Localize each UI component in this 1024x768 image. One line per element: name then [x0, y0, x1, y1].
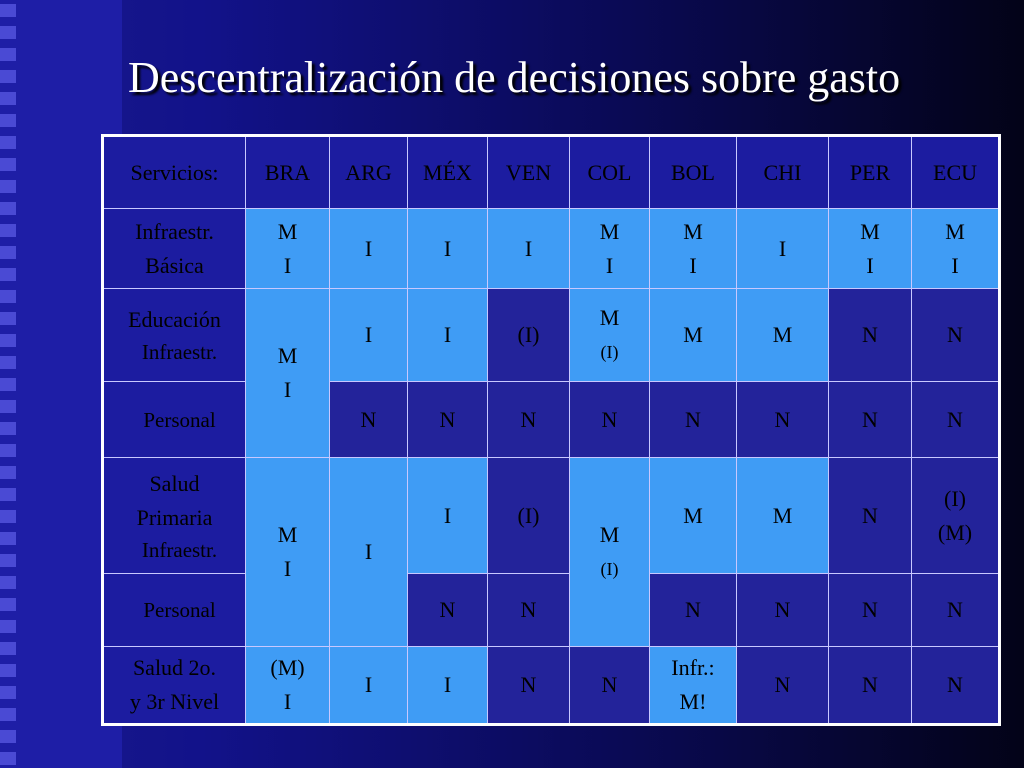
- cell-mex: N: [408, 574, 488, 647]
- cell-bol: M I: [650, 209, 737, 289]
- cell-per: N: [829, 574, 912, 647]
- cell-bra: M I: [246, 458, 330, 647]
- cell-ven: N: [488, 647, 570, 725]
- header-country: VEN: [488, 136, 570, 209]
- decoration-square: [0, 158, 16, 171]
- decoration-square: [0, 466, 16, 479]
- header-country: CHI: [737, 136, 829, 209]
- cell-mex: I: [408, 647, 488, 725]
- decoration-square: [0, 26, 16, 39]
- cell-ven: (I): [488, 458, 570, 574]
- header-country: ARG: [330, 136, 408, 209]
- row-salud-primaria-infraestructura: [103, 458, 1000, 574]
- cell-arg: I: [330, 289, 408, 382]
- decentralization-table: [101, 134, 1001, 726]
- decoration-square: [0, 312, 16, 325]
- row-infraestructura-basica: [103, 209, 1000, 289]
- decoration-square: [0, 686, 16, 699]
- cell-bol: Infr.: M!: [650, 647, 737, 725]
- decoration-square: [0, 92, 16, 105]
- cell-bol: M: [650, 458, 737, 574]
- row-salud-segundo-tercer-nivel: [103, 647, 1000, 725]
- cell-per: N: [829, 289, 912, 382]
- decoration-square: [0, 202, 16, 215]
- row-salud-primaria-personal: [103, 574, 1000, 647]
- cell-ecu: N: [912, 574, 1000, 647]
- row-label-educacion: Educación Infraestr.: [103, 289, 246, 382]
- cell-bra: M I: [246, 289, 330, 458]
- cell-arg: I: [330, 458, 408, 647]
- row-label-educacion-personal: Personal: [103, 382, 246, 458]
- row-label-salud-personal: Personal: [103, 574, 246, 647]
- decoration-square: [0, 730, 16, 743]
- decoration-square: [0, 488, 16, 501]
- row-educacion-personal: [103, 382, 1000, 458]
- cell-per: N: [829, 647, 912, 725]
- decoration-square: [0, 400, 16, 413]
- decoration-square: [0, 268, 16, 281]
- cell-bol: N: [650, 574, 737, 647]
- header-country: BRA: [246, 136, 330, 209]
- decoration-square: [0, 70, 16, 83]
- cell-ecu: N: [912, 647, 1000, 725]
- cell-ecu: M I: [912, 209, 1000, 289]
- decoration-square: [0, 444, 16, 457]
- cell-arg: I: [330, 209, 408, 289]
- cell-chi: M: [737, 289, 829, 382]
- header-country: PER: [829, 136, 912, 209]
- decoration-square: [0, 114, 16, 127]
- decoration-square: [0, 180, 16, 193]
- decoration-square: [0, 290, 16, 303]
- cell-mex: I: [408, 289, 488, 382]
- decoration-square: [0, 334, 16, 347]
- cell-per: N: [829, 382, 912, 458]
- cell-ecu: N: [912, 289, 1000, 382]
- cell-chi: N: [737, 382, 829, 458]
- cell-bra: (M) I: [246, 647, 330, 725]
- cell-chi: M: [737, 458, 829, 574]
- cell-col: M (I): [570, 458, 650, 647]
- cell-per: N: [829, 458, 912, 574]
- cell-ecu: (I) (M): [912, 458, 1000, 574]
- decoration-square: [0, 532, 16, 545]
- cell-ven: N: [488, 574, 570, 647]
- row-educacion-infraestructura: [103, 289, 1000, 382]
- cell-ven: (I): [488, 289, 570, 382]
- cell-per: M I: [829, 209, 912, 289]
- slide-title: Descentralización de decisiones sobre gasto: [128, 53, 901, 102]
- cell-arg: N: [330, 382, 408, 458]
- cell-ven: N: [488, 382, 570, 458]
- cell-arg: I: [330, 647, 408, 725]
- cell-bol: N: [650, 382, 737, 458]
- decoration-square: [0, 48, 16, 61]
- decoration-square: [0, 642, 16, 655]
- cell-mex: I: [408, 458, 488, 574]
- header-servicios: Servicios:: [103, 136, 246, 209]
- row-label-infraestructura: Infraestr. Básica: [103, 209, 246, 289]
- cell-ecu: N: [912, 382, 1000, 458]
- decoration-square: [0, 708, 16, 721]
- cell-col: N: [570, 382, 650, 458]
- decoration-square: [0, 224, 16, 237]
- header-country: ECU: [912, 136, 1000, 209]
- decoration-square: [0, 356, 16, 369]
- decoration-square: [0, 752, 16, 765]
- decoration-square: [0, 246, 16, 259]
- cell-chi: N: [737, 647, 829, 725]
- cell-ven: I: [488, 209, 570, 289]
- decoration-square: [0, 598, 16, 611]
- header-country: COL: [570, 136, 650, 209]
- decoration-square: [0, 136, 16, 149]
- cell-col: N: [570, 647, 650, 725]
- side-decoration-squares: [0, 0, 30, 768]
- cell-chi: I: [737, 209, 829, 289]
- header-country: MÉX: [408, 136, 488, 209]
- decoration-square: [0, 576, 16, 589]
- cell-mex: N: [408, 382, 488, 458]
- cell-bra: M I: [246, 209, 330, 289]
- decoration-square: [0, 554, 16, 567]
- decoration-square: [0, 510, 16, 523]
- cell-bol: M: [650, 289, 737, 382]
- cell-col: M I: [570, 209, 650, 289]
- decoration-square: [0, 4, 16, 17]
- decoration-square: [0, 620, 16, 633]
- cell-mex: I: [408, 209, 488, 289]
- cell-col: M (I): [570, 289, 650, 382]
- header-country: BOL: [650, 136, 737, 209]
- row-label-salud-primaria: Salud Primaria Infraestr.: [103, 458, 246, 574]
- decoration-square: [0, 378, 16, 391]
- cell-chi: N: [737, 574, 829, 647]
- row-label-salud-2o-3r: Salud 2o. y 3r Nivel: [103, 647, 246, 725]
- decoration-square: [0, 664, 16, 677]
- decoration-square: [0, 422, 16, 435]
- header-row: [103, 136, 1000, 209]
